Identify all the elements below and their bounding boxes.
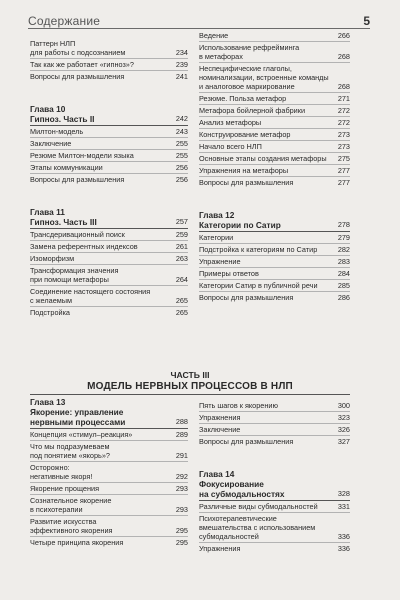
- toc-entry[interactable]: Резюме Милтон-модели языка 255: [30, 151, 188, 160]
- chapter-title: Гипноз. Часть III: [30, 217, 97, 227]
- toc-entry[interactable]: Вопросы для размышления 286: [199, 293, 350, 302]
- toc-entry[interactable]: Пять шагов к якорению 300: [199, 401, 350, 410]
- toc-entry[interactable]: Основные этапы создания метафоры 275: [199, 154, 350, 163]
- toc-column-left-lower: [30, 397, 188, 548]
- toc-entry[interactable]: Заключение 255: [30, 139, 188, 148]
- toc-entry[interactable]: Упражнения 336: [199, 544, 350, 553]
- chapter-heading-11[interactable]: Глава 11 Гипноз. Часть III 257: [30, 207, 188, 227]
- toc-entry[interactable]: Вопросы для размышления 256: [30, 175, 188, 184]
- toc-entry[interactable]: Анализ метафоры 272: [199, 118, 350, 127]
- chapter-heading-14[interactable]: Глава 14 Фокусирование на субмодальностях 328: [199, 469, 350, 499]
- chapter-number: Глава 10: [30, 104, 66, 114]
- toc-entry[interactable]: Якорение прощения 293: [30, 484, 188, 493]
- toc-entry[interactable]: Различные виды субмодальностей 331: [199, 502, 350, 511]
- toc-entry[interactable]: Категории Сатир в публичной речи 285: [199, 281, 350, 290]
- part-divider: [30, 394, 350, 395]
- page-header: [28, 8, 370, 29]
- toc-entry[interactable]: Изоморфизм 263: [30, 254, 188, 263]
- toc-entry[interactable]: Резюме. Польза метафор 271: [199, 94, 350, 103]
- toc-entry[interactable]: Начало всего НЛП 273: [199, 142, 350, 151]
- page-title: Содержание: [28, 14, 101, 28]
- toc-column-left-upper: [30, 38, 188, 318]
- toc-entry[interactable]: Вопросы для размышления 277: [199, 178, 350, 187]
- chapter-heading-10[interactable]: Глава 10 Гипноз. Часть II 242: [30, 104, 188, 124]
- toc-entry[interactable]: Так как же работает «гипноз»? 239: [30, 60, 188, 69]
- toc-entry[interactable]: Концепция «стимул–реакция» 289: [30, 430, 188, 439]
- toc-entry[interactable]: Осторожно: негативные якоря! 292: [30, 463, 188, 481]
- toc-column-right-lower: [199, 400, 350, 554]
- toc-entry[interactable]: Замена референтных индексов 261: [30, 242, 188, 251]
- chapter-heading-12[interactable]: Глава 12 Категории по Сатир 278: [199, 210, 350, 230]
- toc-entry[interactable]: Развитие искусства эффективного якорения 295: [30, 517, 188, 535]
- toc-entry[interactable]: Использование рефрейминга в метафорах 268: [199, 43, 350, 61]
- toc-entry[interactable]: Ведение 266: [199, 31, 350, 40]
- chapter-title: Фокусирование на субмодальностях: [199, 479, 285, 499]
- toc-entry[interactable]: Неспецифические глаголы, номинализации, встроенные команды и аналоговое маркирование 268: [199, 64, 350, 91]
- chapter-number: Глава 11: [30, 207, 65, 217]
- page-number: 5: [363, 14, 370, 28]
- toc-entry[interactable]: Подстройка 265: [30, 308, 188, 317]
- toc-entry[interactable]: Примеры ответов 284: [199, 269, 350, 278]
- toc-entry[interactable]: Метафора бойлерной фабрики 272: [199, 106, 350, 115]
- chapter-number: Глава 12: [199, 210, 235, 220]
- toc-entry[interactable]: Подстройка к категориям по Сатир 282: [199, 245, 350, 254]
- toc-entry[interactable]: Соединение настоящего состояния с желаемым 265: [30, 287, 188, 305]
- chapter-heading-13[interactable]: Глава 13 Якорение: управление нервными процессами 288: [30, 397, 188, 427]
- toc-entry[interactable]: Категории 279: [199, 233, 350, 242]
- toc-entry[interactable]: Конструирование метафор 273: [199, 130, 350, 139]
- part-number: ЧАСТЬ III: [170, 370, 210, 380]
- toc-entry[interactable]: Вопросы для размышления 327: [199, 437, 350, 446]
- toc-entry[interactable]: Заключение 326: [199, 425, 350, 434]
- part-title: МОДЕЛЬ НЕРВНЫХ ПРОЦЕССОВ В НЛП: [87, 381, 293, 392]
- chapter-number: Глава 14: [199, 469, 235, 479]
- toc-entry[interactable]: Милтон-модель 243: [30, 127, 188, 136]
- toc-column-right-upper: [199, 30, 350, 303]
- toc-entry[interactable]: Паттерн НЛП для работы с подсознанием 234: [30, 39, 188, 57]
- toc-entry[interactable]: Четыре принципа якорения 295: [30, 538, 188, 547]
- toc-entry[interactable]: Что мы подразумеваем под понятием «якорь»? 291: [30, 442, 188, 460]
- chapter-number: Глава 13: [30, 397, 66, 407]
- toc-entry[interactable]: Упражнение 283: [199, 257, 350, 266]
- toc-entry[interactable]: Трансдеривационный поиск 259: [30, 230, 188, 239]
- toc-entry[interactable]: Упражнения на метафоры 277: [199, 166, 350, 175]
- toc-entry[interactable]: Упражнения 323: [199, 413, 350, 422]
- toc-entry[interactable]: Психотерапевтические вмешательства с использованием субмодальностей 336: [199, 514, 350, 541]
- chapter-title: Якорение: управление нервными процессами: [30, 407, 126, 427]
- chapter-title: Категории по Сатир: [199, 220, 281, 230]
- toc-entry[interactable]: Этапы коммуникации 256: [30, 163, 188, 172]
- toc-entry[interactable]: Трансформация значения при помощи метафоры 264: [30, 266, 188, 284]
- chapter-title: Гипноз. Часть II: [30, 114, 95, 124]
- toc-entry[interactable]: Вопросы для размышления 241: [30, 72, 188, 81]
- toc-entry[interactable]: Сознательное якорение в психотерапии 293: [30, 496, 188, 514]
- part-heading[interactable]: [30, 370, 350, 393]
